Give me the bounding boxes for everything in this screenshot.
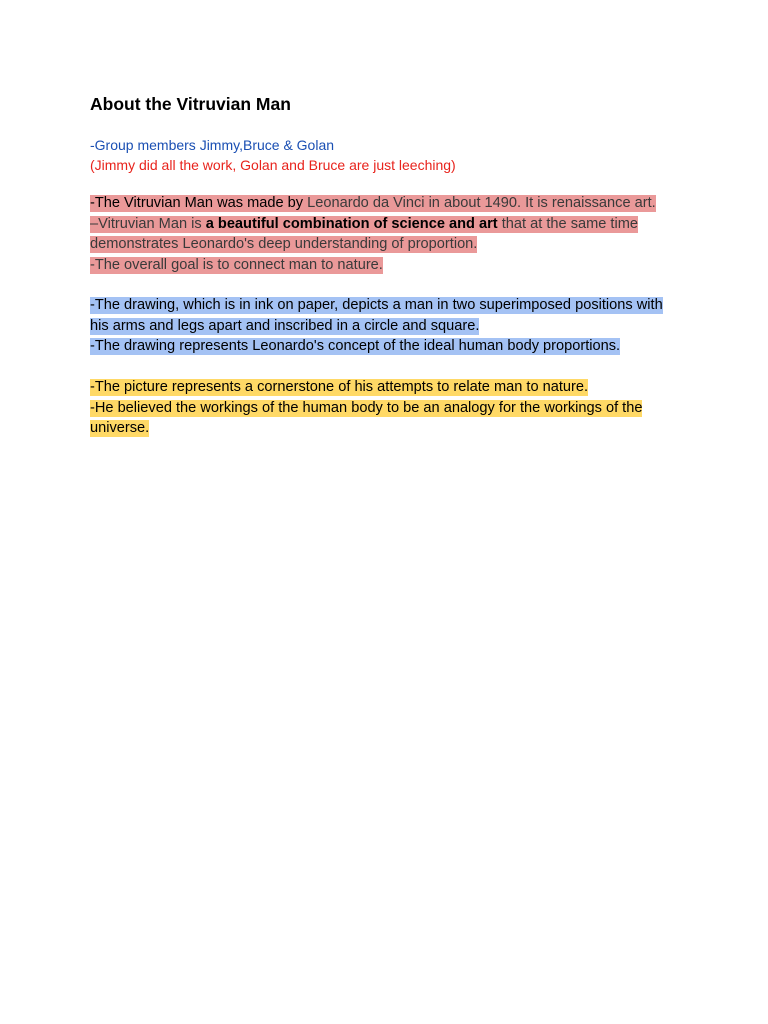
yellow-p2: -He believed the workings of the human body to be an analogy for the workings of the universe. <box>90 399 643 437</box>
blue-p2: -The drawing represents Leonardo's concept of the ideal human body proportions. <box>90 338 621 355</box>
red-p3: -The overall goal is to connect man to nature. <box>90 256 383 273</box>
section-yellow <box>90 377 670 439</box>
blue-paragraph-2 <box>90 336 670 357</box>
document-title: About the Vitruvian Man <box>90 94 291 114</box>
group-members-line: -Group members Jimmy,Bruce & Golan <box>90 137 335 153</box>
red-paragraph-1 <box>90 193 670 214</box>
section-blue <box>90 295 670 357</box>
red-paragraph-2 <box>90 214 670 255</box>
blue-p1: -The drawing, which is in ink on paper, depicts a man in two superimposed positions with his arms and legs apart and inscribed in a circle and square. <box>90 297 663 334</box>
yellow-paragraph-1 <box>90 377 670 398</box>
yellow-p1: -The picture represents a cornerstone of his attempts to relate man to nature. <box>90 379 589 395</box>
section-red <box>90 193 670 275</box>
red-p1-part2: Leonardo da Vinci in about 1490. It is renaissance art. <box>307 195 656 211</box>
red-p2-part2: that at the same time demonstrates Leonardo's deep understanding of proportion. <box>90 215 639 253</box>
red-p2-bold: a beautiful combination of science and art <box>205 215 498 232</box>
yellow-paragraph-2 <box>90 398 670 439</box>
group-members-note: (Jimmy did all the work, Golan and Bruce are just leeching) <box>90 157 456 173</box>
red-p2-part1: –Vitruvian Man is <box>90 215 206 232</box>
red-p1-part1: -The Vitruvian Man was made by <box>90 195 308 211</box>
red-paragraph-3 <box>90 255 670 276</box>
blue-paragraph-1 <box>90 295 670 336</box>
